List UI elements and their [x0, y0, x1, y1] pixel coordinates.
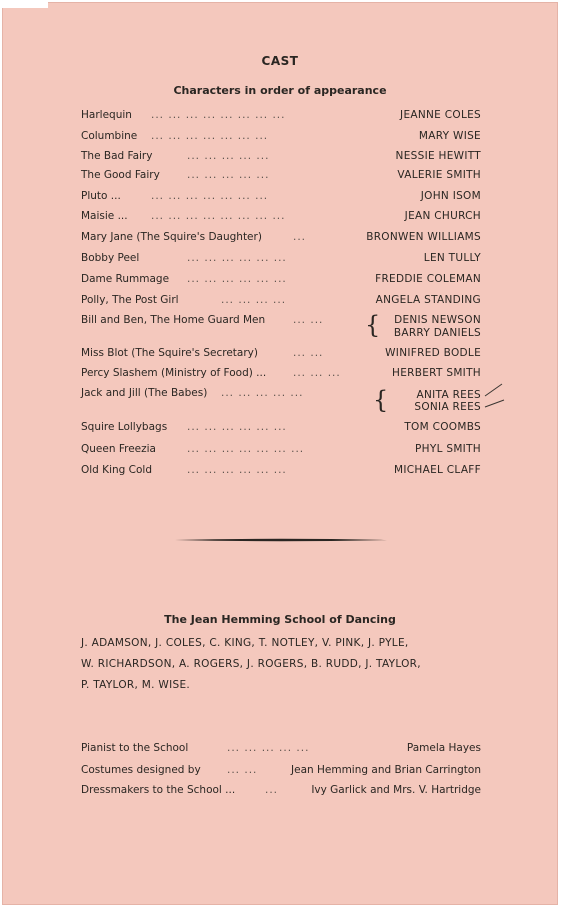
leader-dots: ... ... ... ... [221, 294, 287, 306]
cast-row [81, 442, 481, 456]
cast-row [81, 230, 481, 244]
credit-name: Jean Hemming and Brian Carrington [291, 764, 481, 776]
credit-name: Pamela Hayes [406, 742, 481, 754]
credit-row [81, 763, 481, 777]
actor-name: FREDDIE COLEMAN [375, 273, 481, 285]
role-name: Maisie ... [81, 210, 128, 222]
actor-name: DENIS NEWSON [394, 314, 481, 326]
scan-corner [2, 2, 48, 8]
pen-tick-marks-icon [482, 380, 512, 414]
leader-dots: ... ... ... ... ... ... ... ... [151, 210, 286, 222]
actor-name: JOHN ISOM [420, 190, 481, 202]
cast-row [81, 366, 481, 380]
leader-dots: ... ... ... ... ... ... ... [187, 443, 305, 455]
leader-dots: ... ... [293, 314, 324, 326]
actor-name: ANGELA STANDING [375, 294, 481, 306]
role-name: Percy Slashem (Ministry of Food) ... [81, 367, 267, 379]
leader-dots: ... ... ... ... ... ... [187, 421, 287, 433]
leader-dots: ... ... ... ... ... ... ... [151, 190, 269, 202]
role-name: Squire Lollybags [81, 421, 168, 433]
role-name: Mary Jane (The Squire's Daughter) [81, 231, 262, 243]
cast-subheading: Characters in order of appearance [173, 84, 387, 97]
leader-dots: ... ... ... ... ... ... [187, 273, 287, 285]
actor-name: HERBERT SMITH [392, 367, 481, 379]
credit-role: Costumes designed by [81, 764, 201, 776]
role-name: Dame Rummage [81, 273, 170, 285]
actor-name: WINIFRED BODLE [385, 347, 481, 359]
cast-row [81, 189, 481, 203]
cast-row [81, 209, 481, 223]
actor-name: MICHAEL CLAFF [394, 464, 481, 476]
role-name: Jack and Jill (The Babes) [81, 387, 208, 399]
role-name: Bill and Ben, The Home Guard Men [81, 314, 266, 326]
cast-row [81, 463, 481, 477]
role-name: Old King Cold [81, 464, 152, 476]
dancers-line: J. ADAMSON, J. COLES, C. KING, T. NOTLEY, V. PINK, J. PYLE, [81, 637, 409, 649]
leader-dots: ... ... ... ... ... ... [187, 464, 287, 476]
role-name: The Bad Fairy [81, 150, 153, 162]
leader-dots: ... ... ... ... ... [227, 742, 310, 754]
actor-name: PHYL SMITH [415, 443, 481, 455]
actor-name: NESSIE HEWITT [395, 150, 481, 162]
school-heading: The Jean Hemming School of Dancing [164, 613, 396, 626]
leader-dots: ... ... [227, 764, 258, 776]
leader-dots: ... [265, 784, 279, 796]
leader-dots: ... ... ... ... ... ... [187, 252, 287, 264]
leader-dots: ... ... ... ... ... [187, 169, 270, 181]
actor-name: MARY WISE [418, 130, 481, 142]
leader-dots: ... ... [293, 347, 324, 359]
role-name: Miss Blot (The Squire's Secretary) [81, 347, 258, 359]
role-name: Queen Freezia [81, 443, 156, 455]
actor-name: TOM COOMBS [404, 421, 481, 433]
leader-dots: ... [293, 231, 307, 243]
brace-icon: { [365, 311, 381, 339]
actor-name: BRONWEN WILLIAMS [366, 231, 481, 243]
dancers-line: P. TAYLOR, M. WISE. [81, 679, 191, 691]
actor-name: VALERIE SMITH [397, 169, 481, 181]
section-divider [175, 538, 387, 542]
cast-row-pair [81, 313, 481, 341]
cast-row [81, 272, 481, 286]
actor-name: BARRY DANIELS [393, 327, 481, 339]
leader-dots: ... ... ... ... ... [187, 150, 270, 162]
credit-name: Ivy Garlick and Mrs. V. Hartridge [311, 784, 481, 796]
cast-row [81, 420, 481, 434]
leader-dots: ... ... ... [293, 367, 341, 379]
cast-row [81, 346, 481, 360]
leader-dots: ... ... ... ... ... ... ... [151, 130, 269, 142]
programme-page [2, 2, 558, 905]
credit-row [81, 741, 481, 755]
role-name: Harlequin [81, 109, 132, 121]
cast-row [81, 168, 481, 182]
actor-name: JEAN CHURCH [404, 210, 481, 222]
cast-row [81, 251, 481, 265]
cast-heading: CAST [261, 54, 299, 68]
role-name: Bobby Peel [81, 252, 140, 264]
actor-name: SONIA REES [414, 401, 481, 413]
cast-row [81, 129, 481, 143]
credit-role: Pianist to the School [81, 742, 189, 754]
cast-row-pair [81, 386, 481, 414]
leader-dots: ... ... ... ... ... ... ... ... [151, 109, 286, 121]
credit-role: Dressmakers to the School ... [81, 784, 236, 796]
cast-row [81, 149, 481, 163]
actor-name: ANITA REES [416, 389, 481, 401]
role-name: Columbine [81, 130, 138, 142]
leader-dots: ... ... ... ... ... [221, 387, 304, 399]
actor-name: LEN TULLY [423, 252, 481, 264]
brace-icon: { [373, 386, 389, 414]
credit-row [81, 783, 481, 797]
role-name: The Good Fairy [81, 169, 160, 181]
role-name: Pluto ... [81, 190, 121, 202]
role-name: Polly, The Post Girl [81, 294, 179, 306]
cast-row [81, 108, 481, 122]
cast-row [81, 293, 481, 307]
actor-name: JEANNE COLES [400, 109, 481, 121]
dancers-line: W. RICHARDSON, A. ROGERS, J. ROGERS, B. RUDD, J. TAYLOR, [81, 658, 421, 670]
